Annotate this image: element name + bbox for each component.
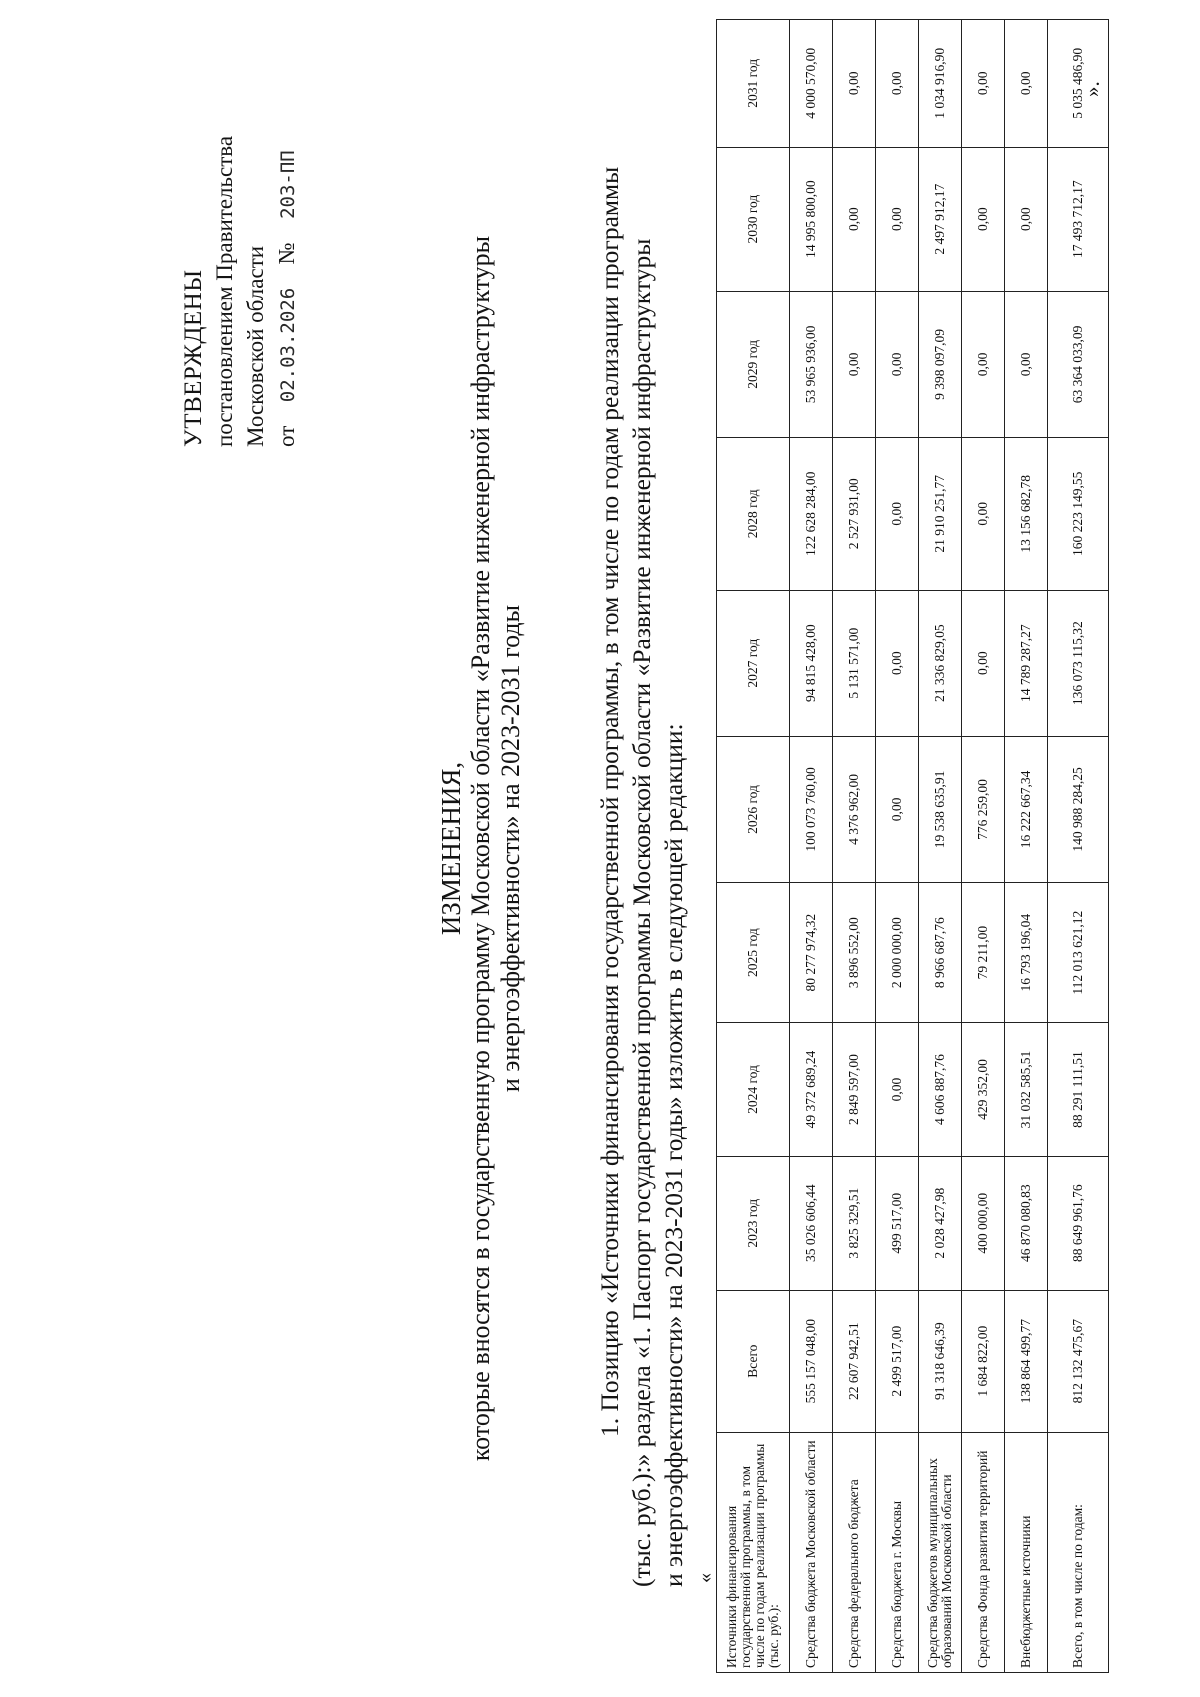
value-cell: 138 864 499,77 xyxy=(1005,1290,1048,1432)
value-cell: 812 132 475,67 xyxy=(1048,1290,1109,1432)
approval-number-sign: № xyxy=(274,242,299,265)
value-cell: 0,00 xyxy=(962,20,1005,148)
source-cell: Средства бюджетов муниципальных образований Московской области xyxy=(919,1432,962,1672)
value-cell: 1 034 916,90 xyxy=(919,20,962,148)
approval-number: 203-ПП xyxy=(277,150,299,219)
value-cell: 16 793 196,04 xyxy=(1005,883,1048,1023)
amendment-paragraph xyxy=(594,27,690,1587)
table-row xyxy=(790,20,833,1673)
header-cell-2029: 2029 год xyxy=(717,291,790,437)
value-cell: 0,00 xyxy=(876,291,919,437)
value-cell: 1 684 822,00 xyxy=(962,1290,1005,1432)
header-cell-total: Всего xyxy=(717,1290,790,1432)
value-cell: 499 517,00 xyxy=(876,1156,919,1290)
closing-quote: ». xyxy=(1080,81,1104,97)
value-cell: 88 291 111,51 xyxy=(1048,1023,1109,1157)
document-title xyxy=(436,0,526,1697)
value-cell: 13 156 682,78 xyxy=(1005,438,1048,591)
header-cell-2024: 2024 год xyxy=(717,1023,790,1157)
value-cell: 5 035 486,90 xyxy=(1048,20,1109,148)
value-cell: 0,00 xyxy=(962,590,1005,736)
approval-line-2: Московской области xyxy=(243,245,268,447)
value-cell: 3 825 329,51 xyxy=(833,1156,876,1290)
value-cell: 0,00 xyxy=(876,590,919,736)
source-cell: Средства Фонда развития территорий xyxy=(962,1432,1005,1672)
value-cell: 94 815 428,00 xyxy=(790,590,833,736)
title-line-1: которые вносятся в государственную программу Московской области «Развитие инженерной инфраструктуры xyxy=(466,235,495,1462)
value-cell: 0,00 xyxy=(833,20,876,148)
value-cell: 2 849 597,00 xyxy=(833,1023,876,1157)
value-cell: 2 499 517,00 xyxy=(876,1290,919,1432)
value-cell: 400 000,00 xyxy=(962,1156,1005,1290)
value-cell: 80 277 974,32 xyxy=(790,883,833,1023)
value-cell: 0,00 xyxy=(962,291,1005,437)
source-cell: Средства бюджета г. Москвы xyxy=(876,1432,919,1672)
value-cell: 4 376 962,00 xyxy=(833,736,876,882)
value-cell: 35 026 606,44 xyxy=(790,1156,833,1290)
source-cell: Средства бюджета Московской области xyxy=(790,1432,833,1672)
paragraph-line-3: и энергоэффективности» на 2023-2031 годы» изложить в следующей редакции: xyxy=(659,723,688,1587)
header-cell-2027: 2027 год xyxy=(717,590,790,736)
value-cell: 49 372 689,24 xyxy=(790,1023,833,1157)
value-cell: 4 606 887,76 xyxy=(919,1023,962,1157)
approval-date-line xyxy=(271,27,304,447)
value-cell: 4 000 570,00 xyxy=(790,20,833,148)
source-cell: Внебюджетные источники xyxy=(1005,1432,1048,1672)
approval-line-1: постановлением Правительства xyxy=(212,135,237,447)
value-cell: 63 364 033,09 xyxy=(1048,291,1109,437)
value-cell: 0,00 xyxy=(962,147,1005,291)
value-cell: 19 538 635,91 xyxy=(919,736,962,882)
value-cell: 0,00 xyxy=(876,20,919,148)
value-cell: 0,00 xyxy=(833,147,876,291)
value-cell: 112 013 621,12 xyxy=(1048,883,1109,1023)
paragraph-line-1: 1. Позицию «Источники финансирования государственной программы, в том числе по годам реализации программы xyxy=(595,166,624,1437)
value-cell: 88 649 961,76 xyxy=(1048,1156,1109,1290)
value-cell: 31 032 585,51 xyxy=(1005,1023,1048,1157)
value-cell: 21 910 251,77 xyxy=(919,438,962,591)
approval-heading: УТВЕРЖДЕНЫ xyxy=(180,269,207,447)
approval-stamp xyxy=(178,27,304,447)
header-cell-2030: 2030 год xyxy=(717,147,790,291)
value-cell: 0,00 xyxy=(876,147,919,291)
value-cell: 0,00 xyxy=(876,736,919,882)
financing-table xyxy=(716,19,1109,1673)
header-cell-source: Источники финансирования государственной программы, в том числе по годам реализации программы (тыс. руб.): xyxy=(717,1432,790,1672)
value-cell: 9 398 097,09 xyxy=(919,291,962,437)
value-cell: 0,00 xyxy=(1005,147,1048,291)
approval-date: 02.03.2026 xyxy=(277,287,299,403)
value-cell: 2 028 427,98 xyxy=(919,1156,962,1290)
value-cell: 0,00 xyxy=(962,438,1005,591)
value-cell: 0,00 xyxy=(876,1023,919,1157)
value-cell: 8 966 687,76 xyxy=(919,883,962,1023)
value-cell: 46 870 080,83 xyxy=(1005,1156,1048,1290)
header-cell-2023: 2023 год xyxy=(717,1156,790,1290)
header-cell-2028: 2028 год xyxy=(717,438,790,591)
value-cell: 429 352,00 xyxy=(962,1023,1005,1157)
value-cell: 2 000 000,00 xyxy=(876,883,919,1023)
approval-date-prefix: от xyxy=(274,425,299,447)
table-row xyxy=(962,20,1005,1673)
source-cell: Средства федерального бюджета xyxy=(833,1432,876,1672)
value-cell: 2 497 912,17 xyxy=(919,147,962,291)
value-cell: 79 211,00 xyxy=(962,883,1005,1023)
value-cell: 3 896 552,00 xyxy=(833,883,876,1023)
paragraph-line-2: (тыс. руб.):» раздела «1. Паспорт государственной программы Московской области «Развитие инженерной инфраструктуры xyxy=(627,238,656,1587)
value-cell: 91 318 646,39 xyxy=(919,1290,962,1432)
table-row xyxy=(919,20,962,1673)
header-cell-2031: 2031 год xyxy=(717,20,790,148)
value-cell: 122 628 284,00 xyxy=(790,438,833,591)
value-cell: 0,00 xyxy=(1005,20,1048,148)
value-cell: 53 965 936,00 xyxy=(790,291,833,437)
value-cell: 0,00 xyxy=(833,291,876,437)
table-total-row xyxy=(1048,20,1109,1673)
value-cell: 160 223 149,55 xyxy=(1048,438,1109,591)
title-heading: ИЗМЕНЕНИЯ, xyxy=(436,761,466,936)
title-line-2: и энергоэффективности» на 2023-2031 годы xyxy=(496,604,525,1093)
value-cell: 14 789 287,27 xyxy=(1005,590,1048,736)
source-cell: Всего, в том числе по годам: xyxy=(1048,1432,1109,1672)
value-cell: 140 988 284,25 xyxy=(1048,736,1109,882)
table-row xyxy=(833,20,876,1673)
table-header-row xyxy=(717,20,790,1673)
value-cell: 136 073 115,32 xyxy=(1048,590,1109,736)
value-cell: 0,00 xyxy=(1005,291,1048,437)
value-cell: 16 222 667,34 xyxy=(1005,736,1048,882)
value-cell: 17 493 712,17 xyxy=(1048,147,1109,291)
value-cell: 21 336 829,05 xyxy=(919,590,962,736)
value-cell: 100 073 760,00 xyxy=(790,736,833,882)
table-row xyxy=(1005,20,1048,1673)
value-cell: 776 259,00 xyxy=(962,736,1005,882)
value-cell: 22 607 942,51 xyxy=(833,1290,876,1432)
value-cell: 5 131 571,00 xyxy=(833,590,876,736)
value-cell: 555 157 048,00 xyxy=(790,1290,833,1432)
header-cell-2026: 2026 год xyxy=(717,736,790,882)
header-cell-2025: 2025 год xyxy=(717,883,790,1023)
value-cell: 14 995 800,00 xyxy=(790,147,833,291)
table-row xyxy=(876,20,919,1673)
value-cell: 0,00 xyxy=(876,438,919,591)
opening-quote: « xyxy=(694,1573,716,1583)
value-cell: 2 527 931,00 xyxy=(833,438,876,591)
